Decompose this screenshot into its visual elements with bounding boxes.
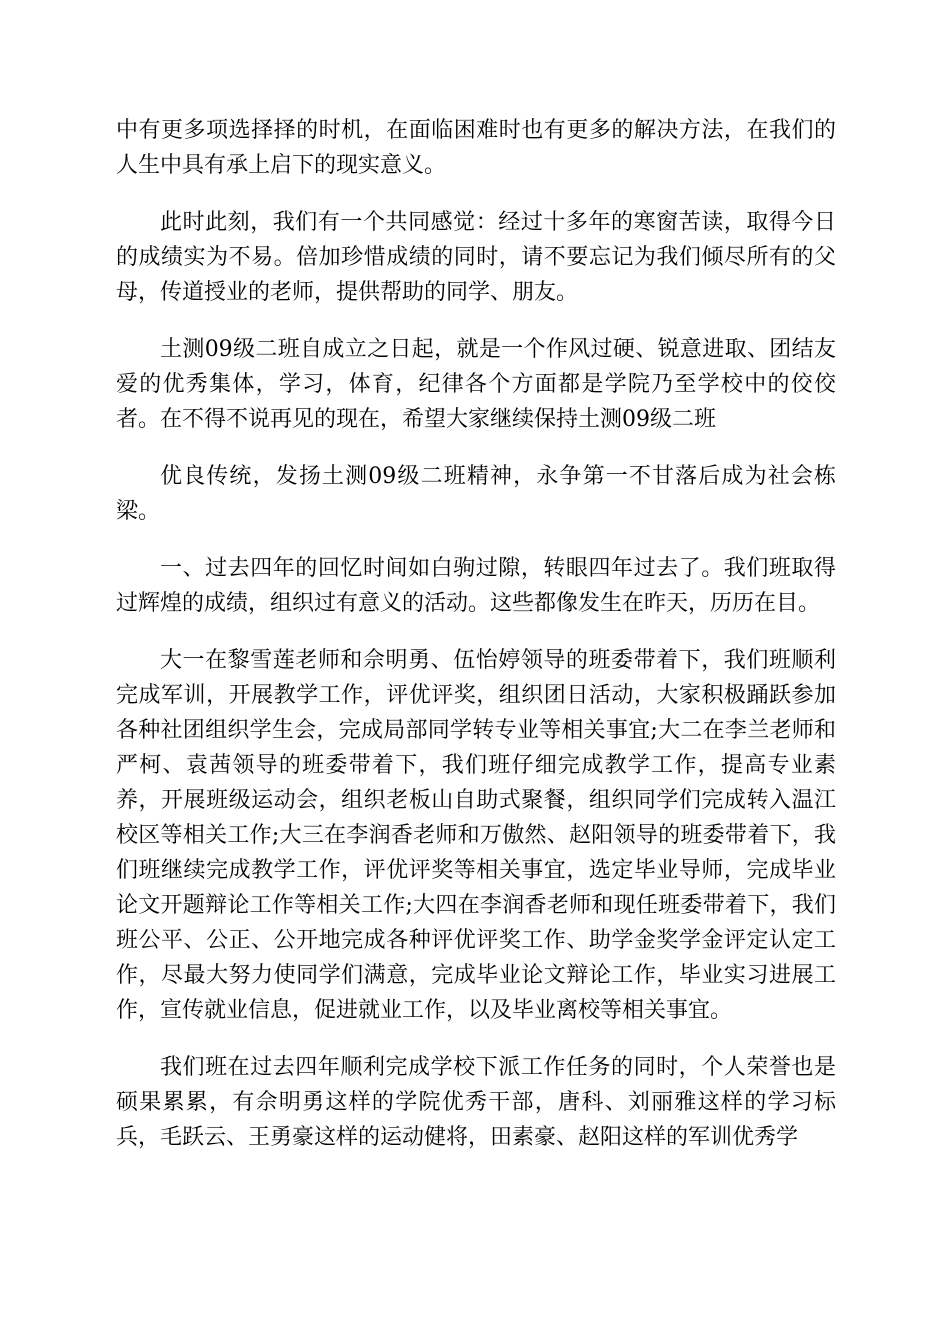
- paragraph: 我们班在过去四年顺利完成学校下派工作任务的同时，个人荣誉也是硕果累累，有佘明勇这样的学院优秀干部，唐科、刘丽雅这样的学习标兵，毛跃云、王勇豪这样的运动健将，田素豪、赵阳这样的军训优秀学: [116, 1055, 836, 1150]
- document-page: [116, 113, 836, 1177]
- paragraph: 土测09级二班自成立之日起，就是一个作风过硬、锐意进取、团结友爱的优秀集体，学习，体育，纪律各个方面都是学院乃至学校中的佼佼者。在不得不说再见的现在，希望大家继续保持土测09级二班: [116, 337, 836, 432]
- paragraph: 大一在黎雪莲老师和佘明勇、伍怡婷领导的班委带着下，我们班顺利完成军训，开展教学工作，评优评奖，组织团日活动，大家积极踊跃参加各种社团组织学生会，完成局部同学转专业等相关事宜;大二在李兰老师和严柯、袁茜领导的班委带着下，我们班仔细完成教学工作，提高专业素养，开展班级运动会，组织老板山自助式聚餐，组织同学们完成转入温江校区等相关工作;大三在李润香老师和万傲然、赵阳领导的班委带着下，我们班继续完成教学工作，评优评奖等相关事宜，选定毕业导师，完成毕业论文开题辩论工作等相关工作;大四在李润香老师和现任班委带着下，我们班公平、公正、公开地完成各种评优评奖工作、助学金奖学金评定认定工作，尽最大努力使同学们满意，完成毕业论文辩论工作，毕业实习进展工作，宣传就业信息，促进就业工作，以及毕业离校等相关事宜。: [116, 648, 836, 1023]
- paragraph: 一、过去四年的回忆时间如白驹过隙，转眼四年过去了。我们班取得过辉煌的成绩，组织过有意义的活动。这些都像发生在昨天，历历在目。: [116, 556, 836, 616]
- paragraph: 中有更多项选择择的时机，在面临困难时也有更多的解决方法，在我们的人生中具有承上启下的现实意义。: [116, 118, 836, 178]
- paragraph: 此时此刻，我们有一个共同感觉：经过十多年的寒窗苦读，取得今日的成绩实为不易。倍加珍惜成绩的同时，请不要忘记为我们倾尽所有的父母，传道授业的老师，提供帮助的同学、朋友。: [116, 210, 836, 305]
- paragraph: 优良传统，发扬土测09级二班精神，永争第一不甘落后成为社会栋梁。: [116, 464, 836, 524]
